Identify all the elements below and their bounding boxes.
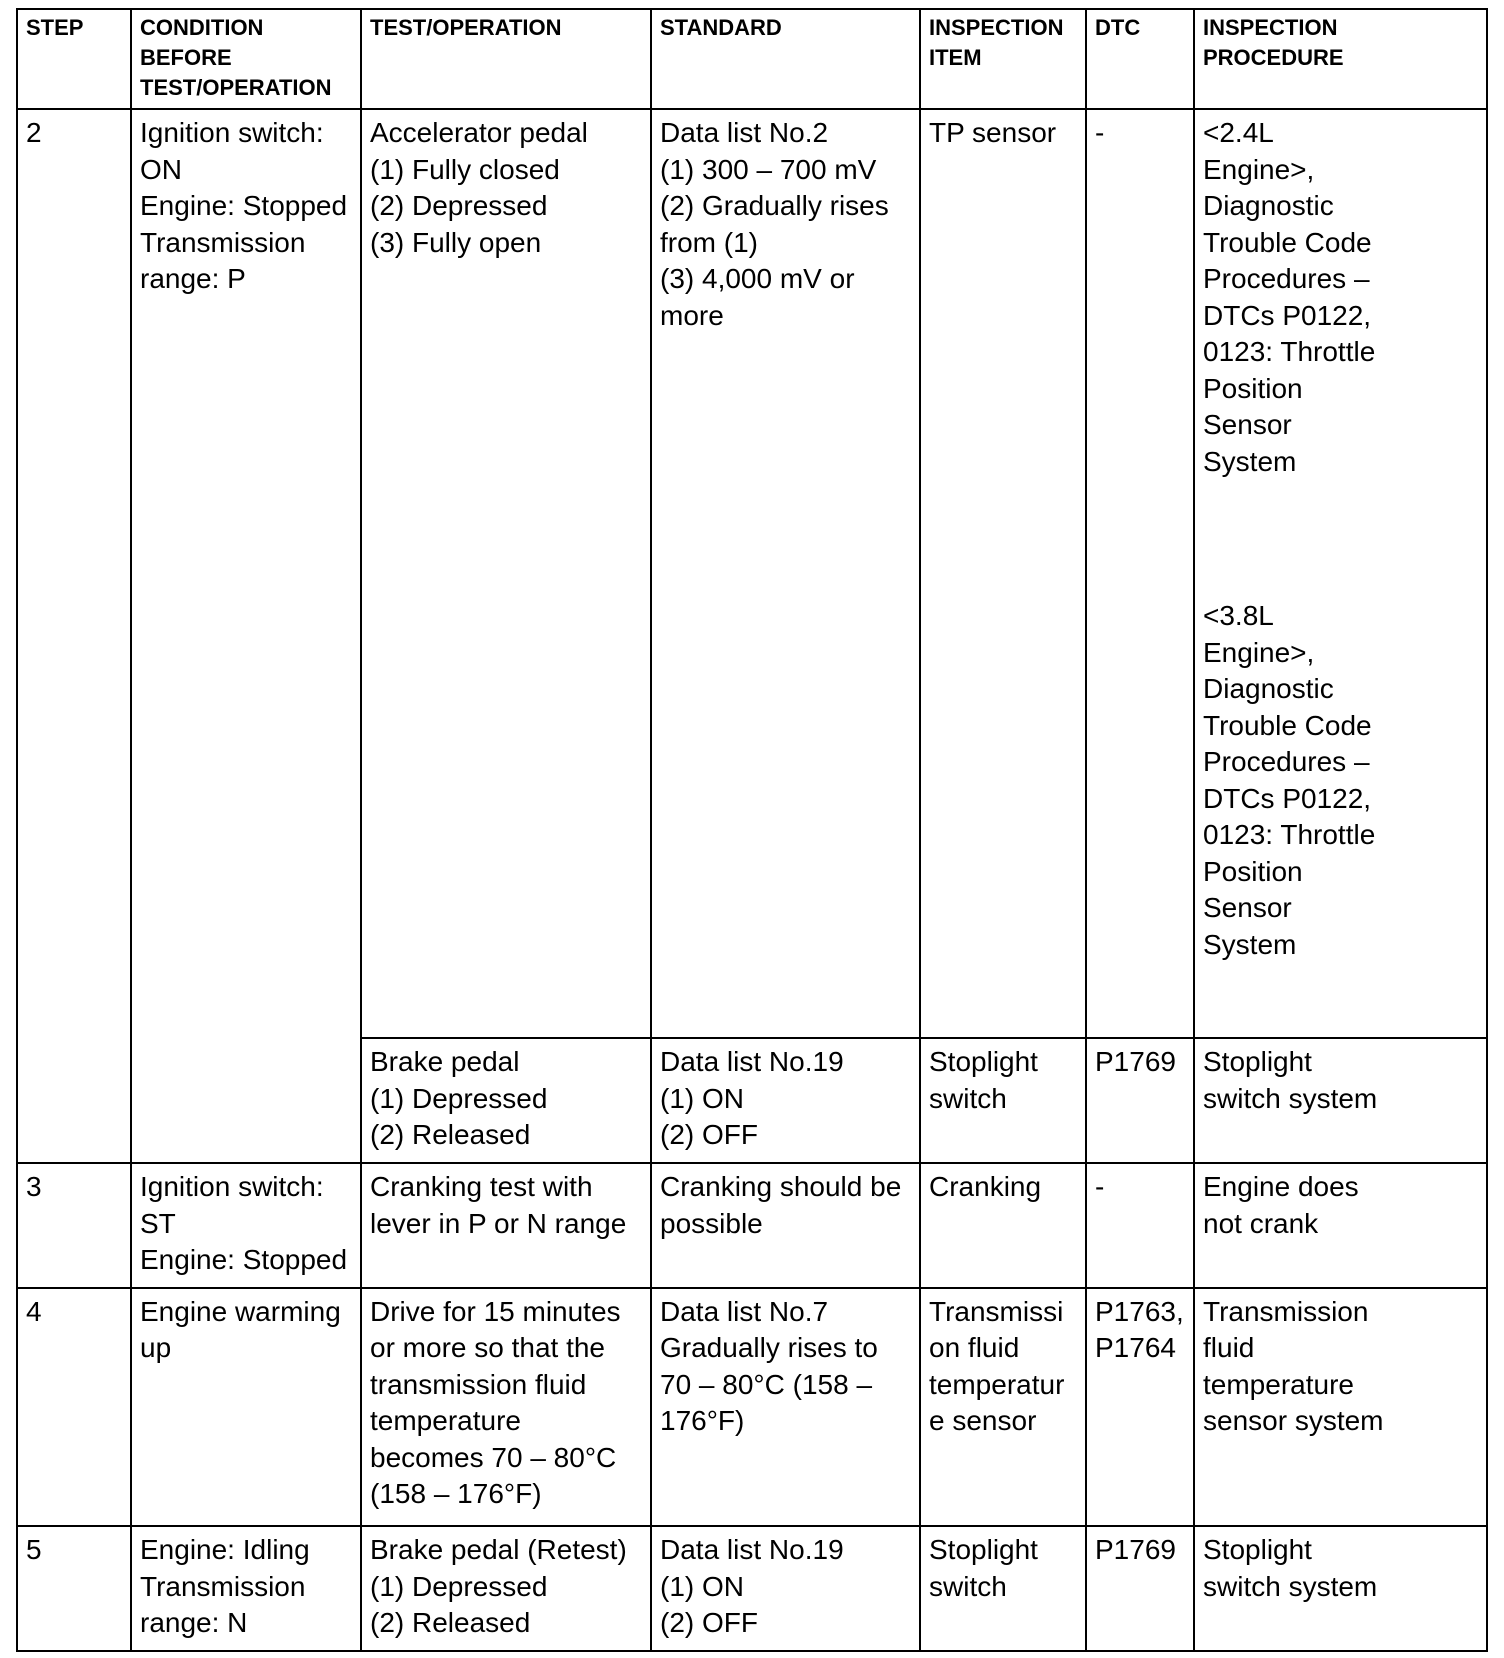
table-row	[17, 1163, 1487, 1288]
inspection-item-cell: Stoplight switch	[920, 1038, 1086, 1163]
header-condition: CONDITION BEFORE TEST/OPERATION	[131, 9, 361, 109]
header-standard: STANDARD	[651, 9, 920, 109]
header-test-operation: TEST/OPERATION	[361, 9, 651, 109]
test-cell: Brake pedal (Retest) (1) Depressed (2) Released	[361, 1526, 651, 1651]
step-cell: 5	[17, 1526, 131, 1651]
step-cell: 2	[17, 109, 131, 1163]
header-step: STEP	[17, 9, 131, 109]
inspection-item-cell: Cranking	[920, 1163, 1086, 1288]
standard-cell: Data list No.7 Gradually rises to 70 – 80°C (158 – 176°F)	[651, 1288, 920, 1526]
dtc-cell: P1763, P1764	[1086, 1288, 1194, 1526]
inspection-procedure-cell: Stoplight switch system	[1194, 1038, 1487, 1163]
table-row	[17, 1288, 1487, 1526]
inspection-item-cell: Stoplight switch	[920, 1526, 1086, 1651]
standard-cell: Data list No.2 (1) 300 – 700 mV (2) Gradually rises from (1) (3) 4,000 mV or more	[651, 109, 920, 1038]
table-row	[17, 109, 1487, 1038]
test-cell: Accelerator pedal (1) Fully closed (2) Depressed (3) Fully open	[361, 109, 651, 1038]
inspection-procedure-cell: <2.4L Engine>, Diagnostic Trouble Code Procedures – DTCs P0122, 0123: Throttle Position Sensor System <3.8L Engine>, Diagnostic Trouble Code Procedures – DTCs P0122, 0123: Throttle Position Sensor System	[1194, 109, 1487, 1038]
step-cell: 4	[17, 1288, 131, 1526]
inspection-procedure-cell: Engine does not crank	[1194, 1163, 1487, 1288]
header-dtc: DTC	[1086, 9, 1194, 109]
condition-cell: Engine: Idling Transmission range: N	[131, 1526, 361, 1651]
inspection-item-cell: Transmissi on fluid temperatur e sensor	[920, 1288, 1086, 1526]
test-cell: Drive for 15 minutes or more so that the transmission fluid temperature becomes 70 – 80°C (158 – 176°F)	[361, 1288, 651, 1526]
header-row	[17, 9, 1487, 109]
inspection-procedure-cell: Stoplight switch system	[1194, 1526, 1487, 1651]
test-cell: Cranking test with lever in P or N range	[361, 1163, 651, 1288]
standard-cell: Cranking should be possible	[651, 1163, 920, 1288]
standard-cell: Data list No.19 (1) ON (2) OFF	[651, 1038, 920, 1163]
inspection-procedure-cell: Transmission fluid temperature sensor system	[1194, 1288, 1487, 1526]
condition-cell: Ignition switch: ON Engine: Stopped Transmission range: P	[131, 109, 361, 1163]
dtc-cell: -	[1086, 1163, 1194, 1288]
step-cell: 3	[17, 1163, 131, 1288]
dtc-cell: P1769	[1086, 1526, 1194, 1651]
table-row	[17, 1526, 1487, 1651]
header-inspection-item: INSPECTION ITEM	[920, 9, 1086, 109]
condition-cell: Engine warming up	[131, 1288, 361, 1526]
header-inspection-procedure: INSPECTION PROCEDURE	[1194, 9, 1487, 109]
dtc-cell: -	[1086, 109, 1194, 1038]
inspection-table	[16, 8, 1488, 1652]
inspection-item-cell: TP sensor	[920, 109, 1086, 1038]
test-cell: Brake pedal (1) Depressed (2) Released	[361, 1038, 651, 1163]
condition-cell: Ignition switch: ST Engine: Stopped	[131, 1163, 361, 1288]
dtc-cell: P1769	[1086, 1038, 1194, 1163]
standard-cell: Data list No.19 (1) ON (2) OFF	[651, 1526, 920, 1651]
